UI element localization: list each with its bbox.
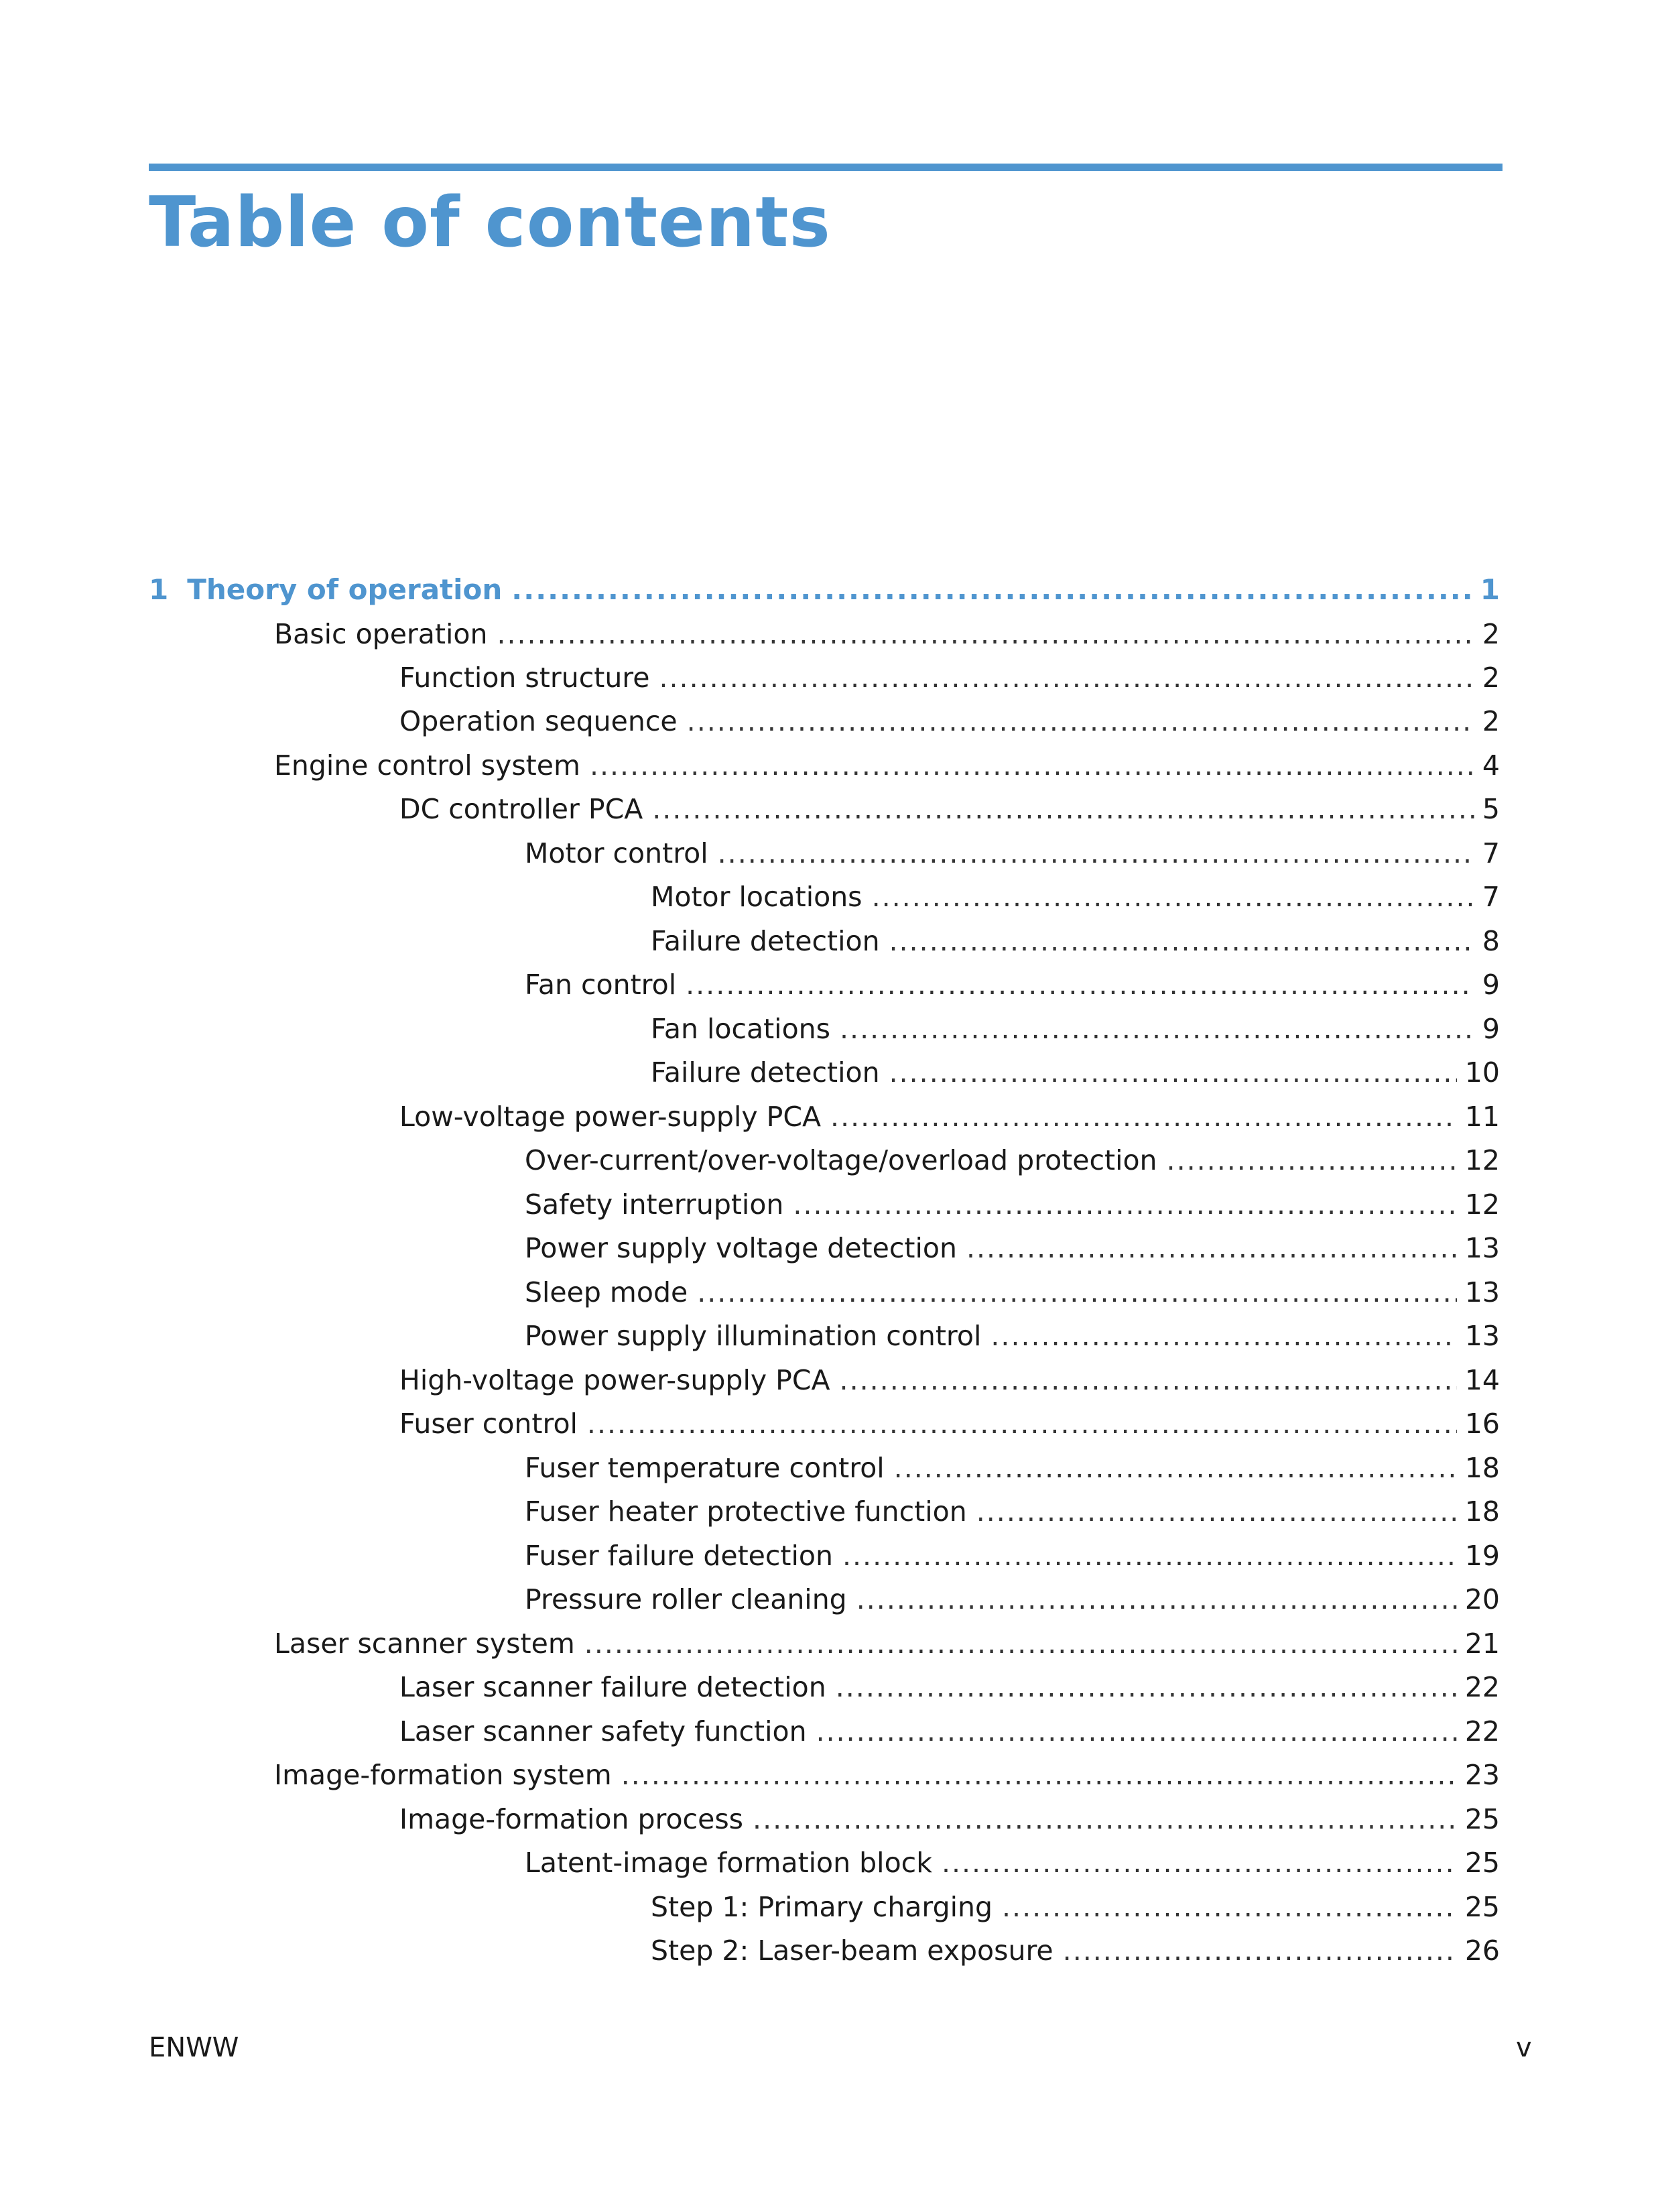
toc-entry-page: 22 [1464,1671,1500,1703]
toc-entry-page: 4 [1482,749,1500,782]
toc-entry-title: Motor control [525,837,708,869]
toc-entry-page: 7 [1482,837,1500,869]
toc-entry[interactable] [651,1054,1500,1091]
dot-leader [816,1713,1457,1750]
dot-leader [511,571,1472,609]
toc-entry-title: Laser scanner safety function [399,1715,807,1747]
chapter-page-number: 1 [1480,573,1500,606]
toc-entry-title: Safety interruption [525,1188,784,1221]
toc-entry-page: 18 [1464,1495,1500,1528]
toc-entry-title: Operation sequence [399,705,678,737]
toc-entry[interactable] [274,1756,1500,1794]
toc-entry-page: 21 [1464,1627,1500,1660]
chapter-title: Theory of operation [187,573,503,606]
dot-leader [990,1317,1456,1355]
toc-entry-title: Fuser control [399,1408,578,1440]
toc-entry[interactable] [399,1713,1500,1750]
toc-entry-title: Image-formation process [399,1803,744,1835]
dot-leader [976,1493,1457,1530]
toc-entry-title: Power supply illumination control [525,1320,982,1352]
dot-leader [753,1800,1457,1838]
toc-entry-page: 25 [1464,1891,1500,1923]
dot-leader [584,1625,1457,1662]
toc-entry-page: 10 [1464,1056,1500,1089]
dot-leader [686,966,1474,1003]
toc-entry-page: 2 [1482,662,1500,694]
footer-page-number: v [1516,2032,1532,2063]
toc-entry-page: 14 [1464,1364,1500,1396]
toc-entry-title: Engine control system [274,749,580,782]
toc-entry[interactable] [274,747,1500,784]
toc-entry[interactable] [399,1361,1500,1399]
toc-entry-page: 20 [1464,1583,1500,1615]
dot-leader [966,1229,1457,1267]
toc-chapter-1[interactable] [149,571,1500,609]
page-title: Table of contents [149,182,831,263]
toc-entry-title: Latent-image formation block [525,1847,932,1879]
dot-leader [1002,1888,1457,1926]
toc-entry-title: Sleep mode [525,1276,688,1308]
toc-entry-page: 12 [1464,1188,1500,1221]
toc-entry-title: Function structure [399,662,650,694]
dot-leader [889,922,1474,960]
dot-leader [856,1581,1457,1618]
dot-leader [718,835,1474,872]
dot-leader [687,702,1474,740]
toc-entry-page: 13 [1464,1320,1500,1352]
toc-entry[interactable] [525,835,1500,872]
toc-entry-title: Basic operation [274,618,488,650]
toc-entry-title: Pressure roller cleaning [525,1583,847,1615]
toc-entry[interactable] [525,1844,1500,1882]
toc-entry-title: Fuser heater protective function [525,1495,967,1528]
toc-entry[interactable] [399,1098,1500,1135]
toc-entry[interactable] [525,1537,1500,1575]
dot-leader [1167,1142,1457,1179]
toc-entry[interactable] [525,1274,1500,1311]
toc-entry[interactable] [399,1800,1500,1838]
toc-entry-title: Fan control [525,969,677,1001]
toc-entry[interactable] [651,1010,1500,1048]
dot-leader [697,1274,1457,1311]
toc-entry-page: 12 [1464,1144,1500,1176]
dot-leader [1063,1932,1457,1969]
chapter-number: 1 [149,573,169,606]
toc-entry[interactable] [274,615,1500,653]
toc-entry-page: 26 [1464,1934,1500,1967]
toc-entry-title: Motor locations [651,881,862,913]
toc-entry-title: High-voltage power-supply PCA [399,1364,830,1396]
toc-entry-title: DC controller PCA [399,793,643,825]
dot-leader [590,747,1474,784]
toc-entry-page: 16 [1464,1408,1500,1440]
toc-entry-page: 2 [1482,705,1500,737]
toc-entry-title: Step 2: Laser-beam exposure [651,1934,1053,1967]
toc-entry-page: 9 [1482,969,1500,1001]
toc-entry-title: Fuser failure detection [525,1540,833,1572]
toc-entry-page: 13 [1464,1276,1500,1308]
toc-entry-title: Laser scanner system [274,1627,575,1660]
toc-entry-page: 5 [1482,793,1500,825]
toc-entry[interactable] [651,922,1500,960]
dot-leader [842,1537,1457,1575]
dot-leader [840,1361,1457,1399]
toc-entry-page: 25 [1464,1847,1500,1879]
toc-entry-title: Failure detection [651,1056,880,1089]
dot-leader [836,1668,1457,1706]
toc-entry[interactable] [525,1186,1500,1223]
toc-entry-page: 18 [1464,1452,1500,1484]
toc-entry[interactable] [525,1493,1500,1530]
dot-leader [621,1756,1457,1794]
toc-entry-title: Laser scanner failure detection [399,1671,826,1703]
toc-entry-page: 19 [1464,1540,1500,1572]
toc-entry[interactable] [525,1581,1500,1618]
dot-leader [889,1054,1457,1091]
toc-entry-page: 9 [1482,1013,1500,1045]
toc-entry-page: 8 [1482,925,1500,957]
toc-entry[interactable] [274,1625,1500,1662]
dot-leader [659,659,1474,696]
toc-entry-title: Low-voltage power-supply PCA [399,1101,822,1133]
dot-leader [793,1186,1456,1223]
toc-entry-page: 11 [1464,1101,1500,1133]
toc-entry-page: 2 [1482,618,1500,650]
toc-entry-title: Failure detection [651,925,880,957]
toc-entry-page: 25 [1464,1803,1500,1835]
dot-leader [652,790,1474,828]
toc-entry[interactable] [399,1668,1500,1706]
toc-entry-title: Power supply voltage detection [525,1232,957,1264]
toc-entry[interactable] [399,659,1500,696]
dot-leader [587,1405,1457,1442]
footer-left-label: ENWW [149,2032,239,2063]
toc-entry-title: Image-formation system [274,1759,612,1791]
dot-leader [830,1098,1457,1135]
toc-entry[interactable] [525,966,1500,1003]
toc-entry-title: Fuser temperature control [525,1452,885,1484]
toc-entry[interactable] [525,1142,1500,1179]
toc-entry-page: 22 [1464,1715,1500,1747]
dot-leader [942,1844,1457,1882]
toc-entry-title: Fan locations [651,1013,831,1045]
toc-entry[interactable] [399,702,1500,740]
dot-leader [497,615,1474,653]
toc-entry-title: Step 1: Primary charging [651,1891,993,1923]
toc-entry-page: 7 [1482,881,1500,913]
dot-leader [872,878,1474,916]
toc-entry-page: 13 [1464,1232,1500,1264]
toc-entry[interactable] [651,878,1500,916]
dot-leader [840,1010,1474,1048]
toc-entry[interactable] [651,1932,1500,1969]
toc-entry-title: Over-current/over-voltage/overload protection [525,1144,1157,1176]
dot-leader [894,1449,1457,1487]
toc-entry[interactable] [525,1229,1500,1267]
toc-entry[interactable] [651,1888,1500,1926]
toc-entry[interactable] [399,1405,1500,1442]
toc-entry[interactable] [525,1449,1500,1487]
toc-entry[interactable] [525,1317,1500,1355]
toc-entry-page: 23 [1464,1759,1500,1791]
toc-entry[interactable] [399,790,1500,828]
